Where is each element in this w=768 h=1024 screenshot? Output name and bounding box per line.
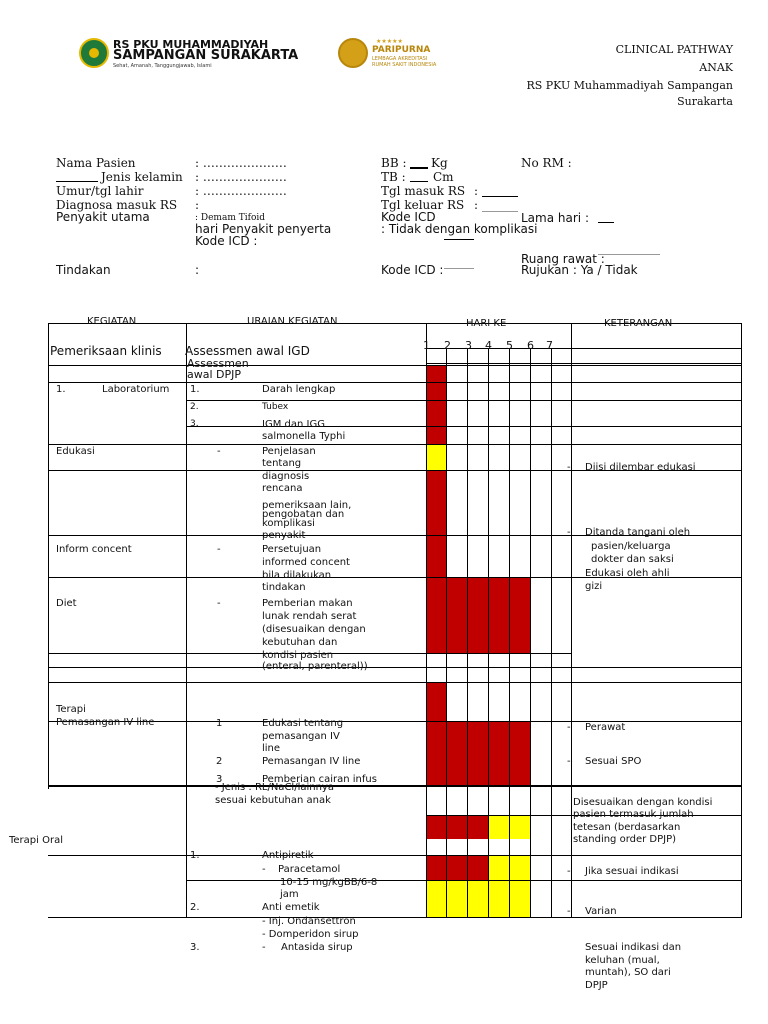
oral2-text: Anti emetik xyxy=(262,902,320,913)
tgl-masuk-label: Tgl masuk RS xyxy=(381,184,466,198)
diet-days-cells xyxy=(426,577,530,653)
iv-ket6: standing order DPJP) xyxy=(573,834,677,845)
diet-line5: kondisi pasien xyxy=(262,650,334,661)
hospital-tagline: Sehat, Amanah, Tanggungjawab, Islami xyxy=(113,63,212,69)
iv-ket2: Sesuai SPO xyxy=(585,756,642,767)
iv1-number: 1 xyxy=(216,718,223,729)
edukasi-line7: komplikasi xyxy=(262,518,315,529)
tgl-masuk-value[interactable]: : xyxy=(474,184,479,198)
bb-unit: Kg xyxy=(431,156,448,170)
inform-ket-line3: dokter dan saksi xyxy=(591,554,674,565)
oral2-number: 2. xyxy=(190,902,200,913)
diet-line2: lunak rendah serat xyxy=(262,611,357,622)
hospital-name-line2: SAMPANGAN SURAKARTA xyxy=(113,48,299,63)
iv3-number: 3 xyxy=(216,774,223,785)
doc-title-1: CLINICAL PATHWAY xyxy=(615,43,733,56)
iv1-line-b: pemasangan IV xyxy=(262,731,340,742)
day1-edukasi-yellow-cell xyxy=(426,444,446,470)
oral-ket6: DPJP xyxy=(585,980,608,991)
accreditation-sub1: LEMBAGA AKREDITASI xyxy=(372,56,428,62)
hospital-logo-icon xyxy=(79,38,109,68)
day-number: 2 xyxy=(444,339,451,352)
edukasi-ket: Diisi dilembar edukasi xyxy=(585,462,696,473)
inform-ket-line2: pasien/keluarga xyxy=(591,541,671,552)
oral1-dash: - xyxy=(262,864,266,875)
ruang-rawat-label[interactable]: Ruang rawat : xyxy=(521,252,605,266)
day-number: 4 xyxy=(485,339,492,352)
iv-line-label: Pemasangan IV line xyxy=(56,717,155,728)
diagnosa-label: Diagnosa masuk RS xyxy=(56,198,178,212)
oral-ket1: Jika sesuai indikasi xyxy=(585,866,679,877)
inform-line3: bila dilakukan xyxy=(262,570,332,581)
lab3-text-b: salmonella Typhi xyxy=(262,431,346,442)
iv-ket4: pasien termasuk jumlah xyxy=(573,809,694,820)
terapi-oral-label: Terapi Oral xyxy=(9,835,63,846)
diet-line6: (enteral, parenteral)) xyxy=(262,661,368,672)
penyakit-label: Penyakit utama xyxy=(56,210,150,224)
jenis-label: Jenis kelamin xyxy=(101,170,183,184)
hari-penyerta: hari Penyakit penyerta xyxy=(195,222,332,236)
iv2-text: Pemasangan IV line xyxy=(262,756,361,767)
day-number: 3 xyxy=(465,339,472,352)
oral-ket2: Varian xyxy=(585,906,617,917)
inform-ket-line5: gizi xyxy=(585,581,603,592)
nama-label: Nama Pasien xyxy=(56,156,136,170)
diagnosa-value[interactable]: : xyxy=(195,198,200,212)
tb-label: TB : xyxy=(381,170,406,184)
diet-line4: kebutuhan dan xyxy=(262,637,338,648)
iv1-line-c: line xyxy=(262,743,281,754)
oral1-a: Paracetamol xyxy=(278,864,341,875)
assessmen-dpjp-1: Assessmen xyxy=(187,357,249,370)
oral-ket4: keluhan (mual, xyxy=(585,955,660,966)
oral-row1-red-cells xyxy=(426,815,488,839)
iv1-line-a: Edukasi tentang xyxy=(262,718,344,729)
oral2-a: - Inj. Ondansettron xyxy=(262,916,356,927)
umur-value[interactable]: : ………………… xyxy=(195,184,287,198)
bb-label: BB : xyxy=(381,156,407,170)
jenis-value[interactable]: : ………………… xyxy=(195,170,287,184)
umur-label: Umur/tgl lahir xyxy=(56,184,144,198)
kode-icd-label: Kode ICD xyxy=(381,210,436,224)
no-rm-label[interactable]: No RM : xyxy=(521,156,572,170)
lab-number: 1. xyxy=(56,384,66,395)
inform-line2: informed concent xyxy=(262,557,350,568)
lab-label: Laboratorium xyxy=(102,384,170,395)
oral1-c: jam xyxy=(280,889,299,900)
edukasi-ket-dash: - xyxy=(567,462,571,473)
inform-label: Inform concent xyxy=(56,544,132,555)
oral3-number: 3. xyxy=(190,942,200,953)
edukasi-label: Edukasi xyxy=(56,446,95,457)
iv-ket1-dash: - xyxy=(567,722,571,733)
lab2-number: 2. xyxy=(190,402,199,412)
edukasi-dash: - xyxy=(217,446,221,457)
day1-edukasi-inform-cell xyxy=(426,470,446,577)
diet-line3: (disesuaikan dengan xyxy=(262,624,366,635)
oral-ket1-dash: - xyxy=(567,866,571,877)
col-uraian-header: URAIAN KEGIATAN xyxy=(247,316,338,327)
lab3-text-a: IGM dan IGG xyxy=(262,419,325,430)
kode-icd-left[interactable]: Kode ICD : xyxy=(195,234,258,248)
oral3-dash: - xyxy=(262,942,266,953)
inform-line1: Persetujuan xyxy=(262,544,322,555)
edukasi-line8: penyakit xyxy=(262,530,306,541)
oral-row2-red-cells xyxy=(426,855,488,880)
inform-dash: - xyxy=(217,544,221,555)
iv-line-days-cells xyxy=(426,721,530,785)
accreditation-badge-icon xyxy=(338,38,368,68)
penyakit-value[interactable]: : Demam Tifoid xyxy=(195,213,266,223)
tb-unit: Cm xyxy=(433,170,454,184)
oral-row3-yellow-cells xyxy=(426,880,530,918)
iv-ket1: Perawat xyxy=(585,722,626,733)
hospital-name-line1: RS PKU MUHAMMADIYAH xyxy=(113,38,269,51)
col-keterangan-header: KETERANGAN xyxy=(604,318,673,329)
inform-ket-line4: Edukasi oleh ahli xyxy=(585,568,670,579)
oral1-number: 1. xyxy=(190,850,200,861)
accreditation-stars: ★★★★★ xyxy=(376,38,403,45)
day-number: 5 xyxy=(506,339,513,352)
kode-icd-bottom[interactable]: Kode ICD : xyxy=(381,263,444,277)
inform-line4: tindakan xyxy=(262,582,306,593)
day-number: 1 xyxy=(423,339,430,352)
oral-ket3: Sesuai indikasi dan xyxy=(585,942,682,953)
accreditation-title: PARIPURNA xyxy=(372,45,431,55)
assessmen-igd: Assessmen awal IGD xyxy=(185,344,310,358)
iv-jenis-line1: - Jenis : RL/NaCl/lainnya xyxy=(215,782,334,793)
doc-title-4: Surakarta xyxy=(677,95,733,108)
iv-ket3: Disesuaikan dengan kondisi xyxy=(573,797,713,808)
rujukan-label[interactable]: Rujukan : Ya / Tidak xyxy=(521,263,638,277)
lab3-number: 3. xyxy=(190,419,199,429)
iv3-text: Pemberian cairan infus xyxy=(262,774,377,785)
diet-line1: Pemberian makan xyxy=(262,598,353,609)
edukasi-line3: diagnosis xyxy=(262,471,310,482)
col-hari-header: HARI KE xyxy=(466,318,507,329)
tgl-keluar-value[interactable]: : xyxy=(474,198,479,212)
lab1-number: 1. xyxy=(190,384,200,395)
diet-dash: - xyxy=(217,598,221,609)
oral-ket5: muntah), SO dari xyxy=(585,967,671,978)
inform-ket-line1: Ditanda tangani oleh xyxy=(585,527,691,538)
doc-title-2: ANAK xyxy=(699,61,733,74)
diet-label: Diet xyxy=(56,598,77,609)
accreditation-sub2: RUMAH SAKIT INDONESIA xyxy=(372,62,437,68)
oral-ket2-dash: - xyxy=(567,906,571,917)
oral3-text: Antasida sirup xyxy=(281,942,353,953)
iv2-number: 2 xyxy=(216,756,223,767)
day-number: 7 xyxy=(546,339,553,352)
iv-ket2-dash: - xyxy=(567,756,571,767)
lab2-text: Tubex xyxy=(262,402,289,412)
edukasi-line1: Penjelasan xyxy=(262,446,316,457)
nama-value[interactable]: : ………………… xyxy=(195,156,287,170)
edukasi-line4: rencana xyxy=(262,483,303,494)
inform-ket-dash: - xyxy=(567,527,571,538)
oral1-text: Antipiretik xyxy=(262,850,314,861)
edukasi-line5: pemeriksaan lain, xyxy=(262,500,352,511)
tindakan-label: Tindakan xyxy=(56,263,111,277)
lab1-text: Darah lengkap xyxy=(262,384,336,395)
tgl-keluar-label: Tgl keluar RS xyxy=(381,198,465,212)
terapi-label: Terapi xyxy=(56,704,86,715)
oral2-b: - Domperidon sirup xyxy=(262,929,359,940)
day-number: 6 xyxy=(527,339,534,352)
pemeriksaan-klinis: Pemeriksaan klinis xyxy=(50,344,162,358)
day1-lab-cell xyxy=(426,365,446,444)
oral1-b: 10-15 mg/kgBB/6-8 xyxy=(280,877,378,888)
col-kegiatan-header: KEGIATAN xyxy=(87,316,137,327)
iv-jenis-line2: sesuai kebutuhan anak xyxy=(215,795,331,806)
lama-hari-label[interactable]: Lama hari : xyxy=(521,211,589,225)
day1-terapi-cell xyxy=(426,682,446,721)
edukasi-line2: tentang xyxy=(262,458,302,469)
iv-ket5: tetesan (berdasarkan xyxy=(573,822,681,833)
doc-title-3: RS PKU Muhammadiyah Sampangan xyxy=(526,79,733,92)
tindakan-value[interactable]: : xyxy=(195,263,200,277)
assessmen-dpjp-2: awal DPJP xyxy=(187,368,242,381)
komplikasi-text: : Tidak dengan komplikasi xyxy=(381,222,538,236)
edukasi-line6: pengobatan dan xyxy=(262,509,345,520)
